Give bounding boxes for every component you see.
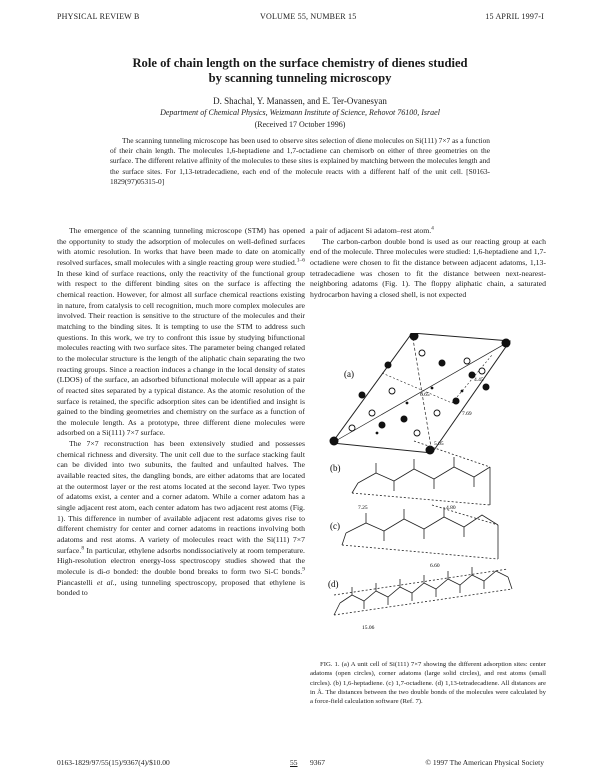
distance-label: 7.69	[462, 411, 472, 417]
reconstruction-paragraph	[57, 439, 305, 599]
text-run: The 7×7 reconstruction has been extensively studied and possesses chemical richness and diversity. The unit cell due to the surface stacking fault can be divided into two subunits, the faulted and unfaulted halves. The available reacted sites, the dangling bonds, are either adatoms that are located at the outermost layer or the rest atoms located at the second layer. Two types of adatoms exist, a center and a corner adatom. While a corner adatom has a single adjacent rest atom, each center adatom has two adjacent rest atoms (Fig. 1). This difference in number of available adjacent rest adatoms gives rise to different chemistry for center and corner adatoms in reactions involving both adatoms and rest atoms. A variety of molecules react with the Si(111) 7×7 surface.	[57, 439, 305, 555]
text-run: In particular, ethylene adsorbs nondissociatively at room temperature. High-resolution electron energy-loss spectroscopy studies showed that the molecule is di-σ bonded: the double bond breaks to form two Si-C bonds.	[57, 545, 305, 576]
panel-label-a: (a)	[344, 369, 354, 379]
distance-label: 4.45	[474, 377, 484, 383]
distance-label: 5.05	[434, 441, 444, 447]
title-line-2: by scanning tunneling microscopy	[208, 71, 392, 85]
text-run: , using tunneling spectroscopy, proposed that ethylene is bonded to	[57, 577, 306, 598]
affiliation: Department of Chemical Physics, Weizmann Institute of Science, Rehovot 76100, Israel	[160, 108, 440, 117]
page-number: 9367	[310, 758, 325, 767]
abstract: The scanning tunneling microscope has been used to observe sites selection of diene molecules on Si(111) 7×7 as a function of their chain length. The molecules 1,6-heptadiene and 1,7-octadiene can chemisorb on either of three geometries on the surface. The different relative affinity of the molecules to these sites is explained by matching between the molecules length and the surface sites. For 1,13-tetradecadiene, each end of the molecule reacts with a different half of the unit cell. [S0163-1829(97)05315-0]	[110, 136, 490, 186]
distance-label: 6.60	[430, 563, 440, 569]
panel-d-tetradecadiene	[334, 567, 512, 615]
reference-marker: 9	[302, 566, 305, 573]
panel-b-heptadiene	[352, 441, 490, 505]
issue-date: 15 APRIL 1997-I	[485, 12, 544, 21]
distance-label: 15.06	[362, 625, 375, 631]
text-run: In these kind of surface reactions, only the reactivity of the functional group with respect to the different binding sites on the surface is affecting the chemical reaction. However, for almost all surface chemical reactions existing in nature, from catalysis to cell recognition, much more complex molecules are involved. Their reaction is sensitive to the structure of the molecules and their matching to the binding sites. It is tempting to use the STM to address such questions. In this work, we try to confront this issue by studying bifunctional molecules reacting with two surface sites. The parameter being changed related to the molecular structure is the length of the aliphatic chain separating the two reacting groups. Since a reaction induces a change in the local density of states (LDOS) of the surface, an adsorbed bifunctional molecule will appear as a pair of reacted sites separated by a typical distance. As the atomic resolution of the surface is retained, the specific adsorption sites can be identified and insight is gained to the binding geometries and chemistry on the surface as a function of the molecule length. As a prototype, three different diene molecules were adsorbed on a Si(111) 7×7 surface.	[57, 268, 305, 438]
reference-marker: 8	[81, 545, 85, 552]
journal-name: PHYSICAL REVIEW B	[57, 12, 140, 21]
paper-title	[60, 56, 540, 86]
intro-paragraph	[57, 226, 305, 439]
double-bond-paragraph: The carbon-carbon double bond is used as our reacting group at each end of the molecule. Three molecules were studied: 1,6-heptadiene and 1,7-octadiene were chosen to fit the distance between adjacent adatoms, 1,13-tetradecadiene was chosen to fit the distance between next-nearest-neighboring adatoms (Fig. 1). The floppy aliphatic chain, a saturated hydrocarbon having a closed shell, is not expected	[310, 236, 546, 299]
received-date: (Received 17 October 1996)	[254, 120, 346, 129]
panel-label-b: (b)	[330, 463, 341, 473]
footer-code: 0163-1829/97/55(15)/9367(4)/$10.00	[57, 758, 170, 767]
reference-marker: 4	[431, 225, 434, 232]
volume-number: VOLUME 55, NUMBER 15	[260, 12, 357, 21]
title-line-1: Role of chain length on the surface chemistry of dienes studied	[132, 56, 468, 70]
left-column	[57, 226, 305, 599]
figure-caption: FIG. 1. (a) A unit cell of Si(111) 7×7 showing the different adsorption sites: center adatoms (open circles), corner adatoms (large solid circles), and rest atoms (small circles). (b) 1,6-heptadiene. (c) 1,7-octadiene. (d) 1,13-tetradecadiene. All distances are in Å. The distances between the two double bonds of the molecules were calculated by a force-field calculation software (Ref. 7).	[310, 661, 546, 706]
right-column	[310, 226, 546, 301]
text-run: Piancastelli	[57, 577, 97, 587]
distance-label: 7.25	[358, 505, 368, 511]
reference-marker: 1–6	[296, 257, 305, 264]
panel-label-c: (c)	[330, 521, 340, 531]
panel-c-octadiene	[342, 505, 498, 559]
distance-label: 6.65	[420, 392, 430, 398]
figure-1	[322, 333, 522, 655]
text-run: a pair of adjacent Si adatom–rest atom.	[310, 226, 432, 235]
copyright: © 1997 The American Physical Society	[425, 758, 544, 767]
footer-volume: 55	[290, 758, 298, 767]
panel-label-d: (d)	[328, 579, 339, 589]
continued-paragraph	[310, 226, 546, 237]
distance-label: 4.80	[446, 505, 456, 511]
text-run: et al.	[96, 577, 115, 587]
authors: D. Shachal, Y. Manassen, and E. Ter-Ovanesyan	[213, 96, 387, 106]
text-run: The emergence of the scanning tunneling microscope (STM) has opened the opportunity to study the adsorption of molecules on well-defined surfaces with atomic resolution. In works that have been made to date on atomically resolved surfaces, small molecules with a single reacting group were studied.	[57, 226, 305, 267]
